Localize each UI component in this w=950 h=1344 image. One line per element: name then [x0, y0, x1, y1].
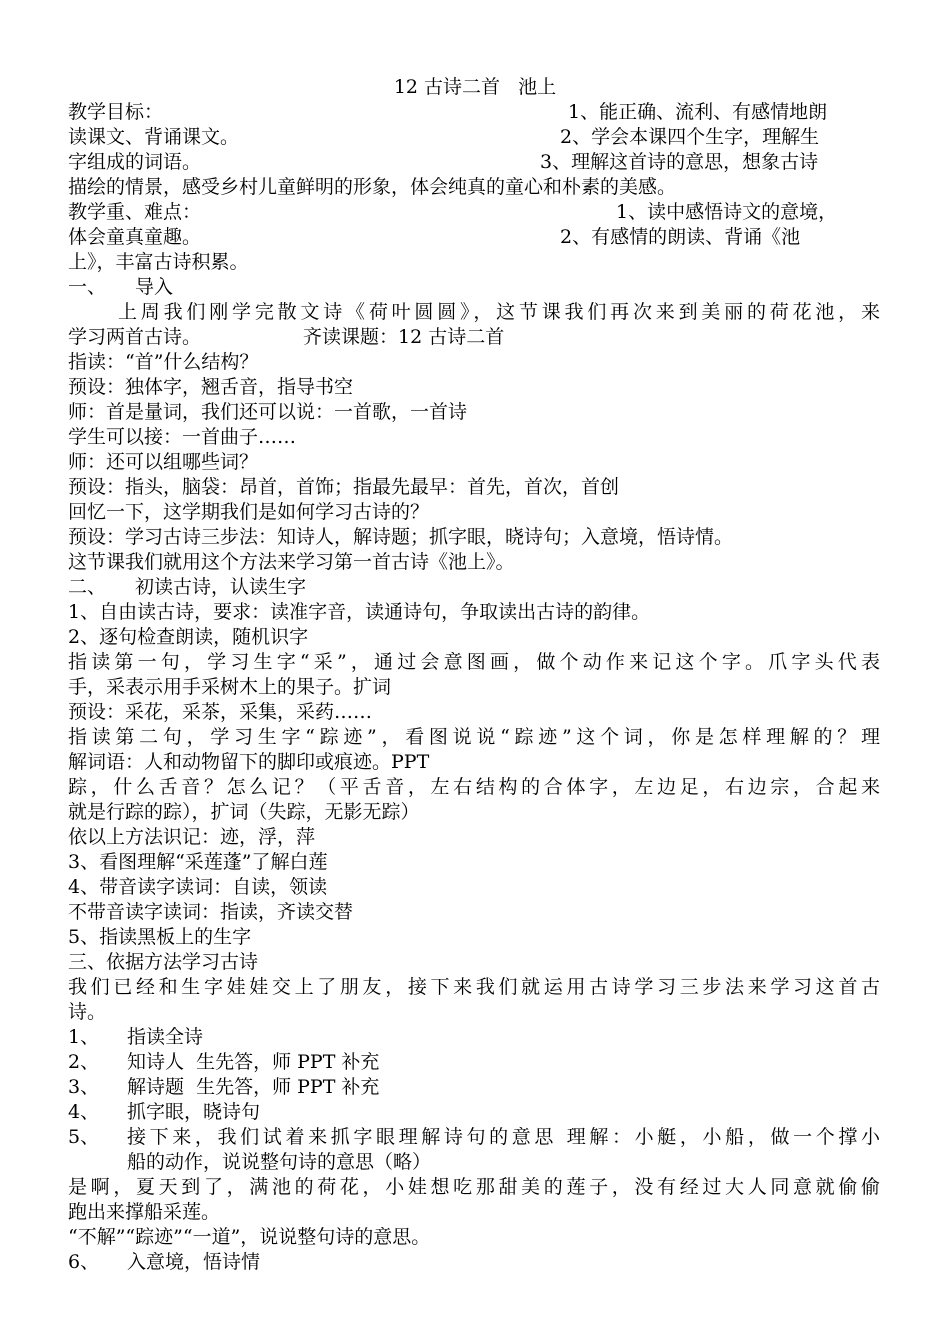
section-1-line: 这节课我们就用这个方法来学习第一首古诗《池上》。 [68, 551, 515, 573]
section-2-line: 1、自由读古诗，要求：读准字音，读通诗句，争取读出古诗的韵律。 [68, 601, 651, 623]
section-1-line: 学生可以接：一首曲子…… [68, 426, 297, 448]
section-2-number: 二、 [68, 576, 107, 598]
goal-2: 2、学会本课四个生字，理解生 [560, 126, 820, 148]
goal-3: 3、理解这首诗的意思，想象古诗 [540, 151, 819, 173]
goals-label: 教学目标： [68, 101, 164, 123]
section-2-line: 5、指读黑板上的生字 [68, 926, 252, 948]
key-point-2-cont: 上》，丰富古诗积累。 [68, 251, 249, 273]
section-1-heading: 导入 [135, 276, 174, 298]
section-3-para-3: “不解”“踪迹”“一道”，说说整句诗的意思。 [68, 1226, 431, 1248]
list-item-text: 指读全诗 [127, 1026, 204, 1048]
list-item-text: 接下来，我们试着来抓字眼理解诗句的意思 理解：小艇，小船，做一个撑小 [127, 1126, 880, 1148]
section-1-line: 师：首是量词，我们还可以说：一首歌，一首诗 [68, 401, 468, 423]
section-2-line: 2、逐句检查朗读，随机识字 [68, 626, 309, 648]
section-2-line: 解词语：人和动物留下的脚印或痕迹。PPT [68, 751, 430, 773]
list-item-text: 解诗题 生先答，师 PPT 补充 [127, 1076, 380, 1098]
list-item-text: 知诗人 生先答，师 PPT 补充 [127, 1051, 380, 1073]
section-1-number: 一、 [68, 276, 107, 298]
section-1-line: 预设：学习古诗三步法：知诗人，解诗题；抓字眼，晓诗句；入意境，悟诗情。 [68, 526, 734, 548]
section-2-line: 手，采表示用手采树木上的果子。扩词 [68, 676, 392, 698]
list-item-number: 4、 [68, 1101, 100, 1123]
goal-2-cont: 字组成的词语。 [68, 151, 202, 173]
list-item-text: 入意境，悟诗情 [127, 1251, 261, 1273]
section-2-line: 3、看图理解“采莲蓬”了解白莲 [68, 851, 328, 873]
goal-1-cont: 读课文、背诵课文。 [68, 126, 240, 148]
key-point-1: 1、读中感悟诗文的意境， [616, 201, 838, 223]
section-3-para-1: 我们已经和生字娃娃交上了朋友，接下来我们就运用古诗学习三步法来学习这首古 [68, 976, 880, 998]
list-item-number: 1、 [68, 1026, 100, 1048]
section-1-line: 师：还可以组哪些词？ [68, 451, 259, 473]
list-item-text-cont: 船的动作，说说整句诗的意思（略） [127, 1151, 432, 1173]
section-2-line: 4、带音读字读词：自读，领读 [68, 876, 328, 898]
page-title: 12 古诗二首 池上 [393, 76, 557, 98]
section-1-line: 预设：指头，脑袋：昂首，首饰；指最先最早：首先，首次，首创 [68, 476, 620, 498]
section-3-heading: 三、依据方法学习古诗 [68, 951, 259, 973]
section-2-line: 不带音读字读词：指读，齐读交替 [68, 901, 354, 923]
section-2-line: 指读第二句，学习生字“踪迹”，看图说说“踪迹”这个词，你是怎样理解的？理 [68, 726, 880, 748]
key-points-label: 教学重、难点： [68, 201, 202, 223]
list-item-number: 3、 [68, 1076, 100, 1098]
section-2-line: 依以上方法识记：迹，浮，萍 [68, 826, 316, 848]
goal-3-cont: 描绘的情景，感受乡村儿童鲜明的形象，体会纯真的童心和朴素的美感。 [68, 176, 677, 198]
list-item-number: 2、 [68, 1051, 100, 1073]
section-1-line: 指读：“首”什么结构？ [68, 351, 259, 373]
section-3-para-1-cont: 诗。 [68, 1001, 107, 1023]
section-2-line: 就是行踪的踪），扩词（失踪，无影无踪） [68, 801, 420, 823]
section-2-line: 指读第一句，学习生字“采”，通过会意图画，做个动作来记这个字。爪字头代表 [68, 651, 880, 673]
section-1-line: 预设：独体字，翘舌音，指导书空 [68, 376, 354, 398]
key-point-2: 2、有感情的朗读、背诵《池 [560, 226, 801, 248]
goal-1: 1、能正确、流利、有感情地朗 [568, 101, 828, 123]
section-3-para-2-cont: 跑出来撑船采莲。 [68, 1201, 221, 1223]
section-1-para-1-cont: 学习两首古诗。 [68, 326, 202, 348]
list-item-text: 抓字眼，晓诗句 [127, 1101, 261, 1123]
section-2-line: 踪，什么舌音？怎么记？（平舌音，左右结构的合体字，左边足，右边宗，合起来 [68, 776, 880, 798]
section-2-line: 预设：采花，采茶，采集，采药…… [68, 701, 373, 723]
key-point-1-cont: 体会童真童趣。 [68, 226, 202, 248]
section-1-title-read: 齐读课题：12 古诗二首 [303, 326, 505, 348]
list-item-number: 5、 [68, 1126, 100, 1148]
section-1-para-1: 上周我们刚学完散文诗《荷叶圆圆》，这节课我们再次来到美丽的荷花池，来 [118, 301, 880, 323]
section-3-para-2: 是啊，夏天到了，满池的荷花，小娃想吃那甜美的莲子，没有经过大人同意就偷偷 [68, 1176, 880, 1198]
section-1-line: 回忆一下，这学期我们是如何学习古诗的？ [68, 501, 430, 523]
list-item-number: 6、 [68, 1251, 100, 1273]
section-2-heading: 初读古诗，认读生字 [135, 576, 307, 598]
